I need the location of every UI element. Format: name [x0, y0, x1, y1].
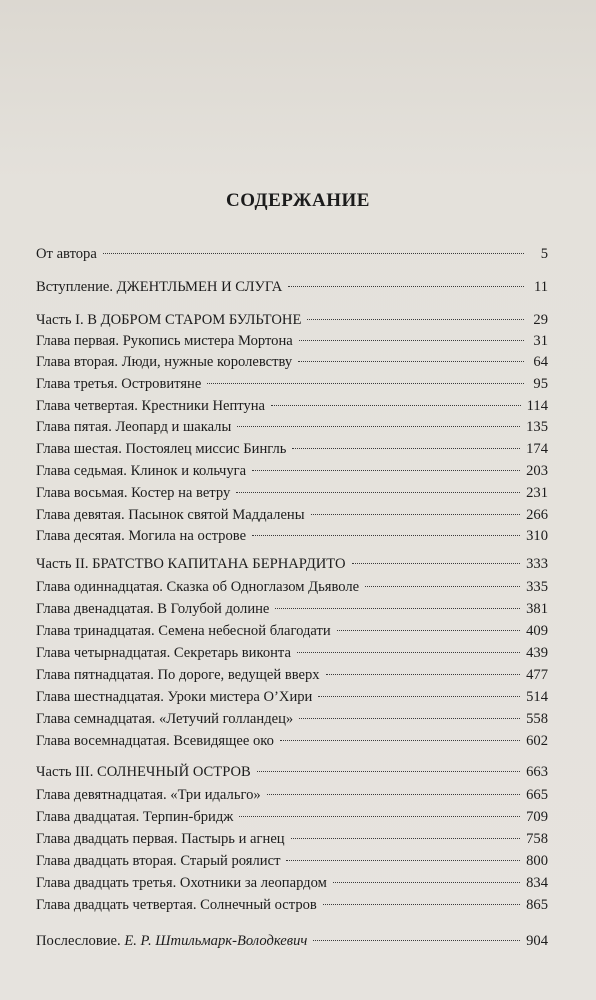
toc-entry-page: 29 — [533, 312, 548, 328]
dot-leader — [280, 740, 520, 741]
toc-entry-title: Часть I. В ДОБРОМ СТАРОМ БУЛЬТОНЕ — [36, 312, 302, 328]
toc-entry-page: 114 — [526, 398, 548, 414]
toc-entry[interactable] — [36, 686, 548, 708]
toc-entry-page: 865 — [526, 897, 548, 913]
toc-entry[interactable] — [36, 276, 548, 298]
toc-entry-page: 135 — [526, 419, 548, 435]
toc-entry-page: 11 — [533, 279, 548, 295]
toc-entry-page: 834 — [526, 875, 548, 891]
dot-leader — [257, 771, 520, 772]
toc-entry[interactable] — [36, 351, 548, 373]
dot-leader — [333, 882, 520, 883]
toc-entry-title: Глава двадцатая. Терпин-бридж — [36, 809, 234, 825]
dot-leader — [288, 286, 524, 287]
dot-leader — [267, 794, 520, 795]
toc-entry-page: 335 — [526, 579, 548, 595]
toc-entry-title: Глава пятая. Леопард и шакалы — [36, 419, 232, 435]
toc-entry-page: 558 — [526, 711, 548, 727]
toc-entry-title: Глава шестнадцатая. Уроки мистера О’Хири — [36, 689, 313, 705]
toc-entry-page: 5 — [540, 246, 548, 262]
dot-leader — [318, 696, 520, 697]
toc-entry-page: 800 — [526, 853, 548, 869]
toc-entry-page: 477 — [526, 667, 548, 683]
toc-entry-title: Глава двенадцатая. В Голубой долине — [36, 601, 270, 617]
toc-entry-title: Часть II. БРАТСТВО КАПИТАНА БЕРНАРДИТО — [36, 556, 346, 572]
toc-entry-title: Глава пятнадцатая. По дороге, ведущей вверх — [36, 667, 320, 683]
afterword-author: Е. Р. Штильмарк-Володкевич — [124, 933, 308, 949]
toc-entry-page: 333 — [526, 556, 548, 572]
toc-entry[interactable] — [36, 806, 548, 828]
toc-entry-title: Глава шестая. Постоялец миссис Бингль — [36, 441, 287, 457]
dot-leader — [252, 535, 520, 536]
toc-entry-page: 758 — [526, 831, 548, 847]
toc-entry-title: Глава двадцать третья. Охотники за леопардом — [36, 875, 327, 891]
dot-leader — [236, 492, 520, 493]
dot-leader — [291, 838, 521, 839]
toc-entry-title: Глава десятая. Могила на острове — [36, 528, 247, 544]
dot-leader — [311, 514, 521, 515]
toc-entry-page: 709 — [526, 809, 548, 825]
toc-entry-page: 663 — [526, 764, 548, 780]
toc-entry[interactable] — [36, 504, 548, 526]
dot-leader — [252, 470, 520, 471]
dot-leader — [103, 253, 524, 254]
toc-entry-page: 266 — [526, 507, 548, 523]
toc-entry-title: Глава вторая. Люди, нужные королевству — [36, 354, 293, 370]
toc-entry[interactable] — [36, 460, 548, 482]
toc-entry[interactable] — [36, 330, 548, 352]
toc-entry[interactable] — [36, 850, 548, 872]
toc-entry[interactable] — [36, 784, 548, 806]
dot-leader — [307, 319, 524, 320]
toc-entry[interactable] — [36, 416, 548, 438]
toc-entry-title: Часть III. СОЛНЕЧНЫЙ ОСТРОВ — [36, 764, 251, 780]
toc-entry-page: 310 — [526, 528, 548, 544]
toc-entry-title: Глава двадцать первая. Пастырь и агнец — [36, 831, 285, 847]
toc-entry-title: Глава двадцать вторая. Старый роялист — [36, 853, 281, 869]
toc-entry[interactable] — [36, 395, 548, 417]
dot-leader — [297, 652, 520, 653]
dot-leader — [286, 860, 520, 861]
toc-entry[interactable] — [36, 598, 548, 620]
toc-entry[interactable] — [36, 642, 548, 664]
toc-entry-title: Глава третья. Островитяне — [36, 376, 202, 392]
toc-entry[interactable] — [36, 373, 548, 395]
toc-entry-title: Глава девятая. Пасынок святой Маддалены — [36, 507, 305, 523]
toc-entry-page: 409 — [526, 623, 548, 639]
dot-leader — [275, 608, 520, 609]
dot-leader — [352, 563, 521, 564]
toc-part-heading[interactable] — [36, 761, 548, 783]
toc-entry-title: Глава тринадцатая. Семена небесной благодати — [36, 623, 331, 639]
toc-entry-page: 31 — [533, 333, 548, 349]
dot-leader — [207, 383, 524, 384]
toc-entry[interactable] — [36, 576, 548, 598]
toc-entry[interactable] — [36, 730, 548, 752]
toc-entry-title: Глава восемнадцатая. Всевидящее око — [36, 733, 274, 749]
toc-entry[interactable] — [36, 482, 548, 504]
bleed-through-text — [60, 28, 530, 188]
dot-leader — [326, 674, 521, 675]
toc-entry[interactable] — [36, 525, 548, 547]
toc-entry-page: 203 — [526, 463, 548, 479]
toc-entry-page: 904 — [526, 933, 548, 949]
toc-entry[interactable] — [36, 930, 548, 952]
dot-leader — [237, 426, 520, 427]
toc-entry-page: 381 — [526, 601, 548, 617]
dot-leader — [299, 718, 520, 719]
toc-entry-page: 602 — [526, 733, 548, 749]
toc-entry-title: Глава четвертая. Крестники Нептуна — [36, 398, 266, 414]
toc-entry[interactable] — [36, 894, 548, 916]
toc-entry-page: 439 — [526, 645, 548, 661]
afterword-label: Послесловие. — [36, 933, 121, 949]
toc-entry-title — [36, 930, 307, 952]
toc-entry-title: Глава первая. Рукопись мистера Мортона — [36, 333, 293, 349]
toc-entry-title: Глава девятнадцатая. «Три идальго» — [36, 787, 261, 803]
toc-entry-title: Глава седьмая. Клинок и кольчуга — [36, 463, 247, 479]
toc-entry-title: Вступление. ДЖЕНТЛЬМЕН И СЛУГА — [36, 279, 283, 295]
dot-leader — [299, 340, 524, 341]
dot-leader — [298, 361, 524, 362]
toc-part-heading[interactable] — [36, 553, 548, 575]
dot-leader — [323, 904, 520, 905]
toc-entry[interactable] — [36, 438, 548, 460]
toc-entry-page: 231 — [526, 485, 548, 501]
toc-entry[interactable] — [36, 664, 548, 686]
toc-entry-title: Глава одиннадцатая. Сказка об Одноглазом Дьяволе — [36, 579, 360, 595]
page-title: СОДЕРЖАНИЕ — [226, 190, 370, 211]
toc-entry-title: Глава восьмая. Костер на ветру — [36, 485, 231, 501]
dot-leader — [271, 405, 521, 406]
toc-entry-title: Глава двадцать четвертая. Солнечный остров — [36, 897, 317, 913]
toc-entry[interactable] — [36, 243, 548, 265]
dot-leader — [337, 630, 520, 631]
toc-entry-page: 95 — [533, 376, 548, 392]
dot-leader — [365, 586, 520, 587]
toc-entry-page: 174 — [526, 441, 548, 457]
toc-entry-title: Глава четырнадцатая. Секретарь виконта — [36, 645, 291, 661]
toc-entry-title: От автора — [36, 246, 97, 262]
toc-entry[interactable] — [36, 872, 548, 894]
toc-entry[interactable] — [36, 708, 548, 730]
toc-entry[interactable] — [36, 828, 548, 850]
dot-leader — [292, 448, 520, 449]
toc-entry[interactable] — [36, 620, 548, 642]
toc-entry-page: 665 — [526, 787, 548, 803]
toc-entry-title: Глава семнадцатая. «Летучий голландец» — [36, 711, 294, 727]
dot-leader — [239, 816, 520, 817]
toc-entry-page: 64 — [533, 354, 548, 370]
toc-part-heading[interactable] — [36, 309, 548, 331]
dot-leader — [313, 940, 520, 941]
toc-entry-page: 514 — [526, 689, 548, 705]
